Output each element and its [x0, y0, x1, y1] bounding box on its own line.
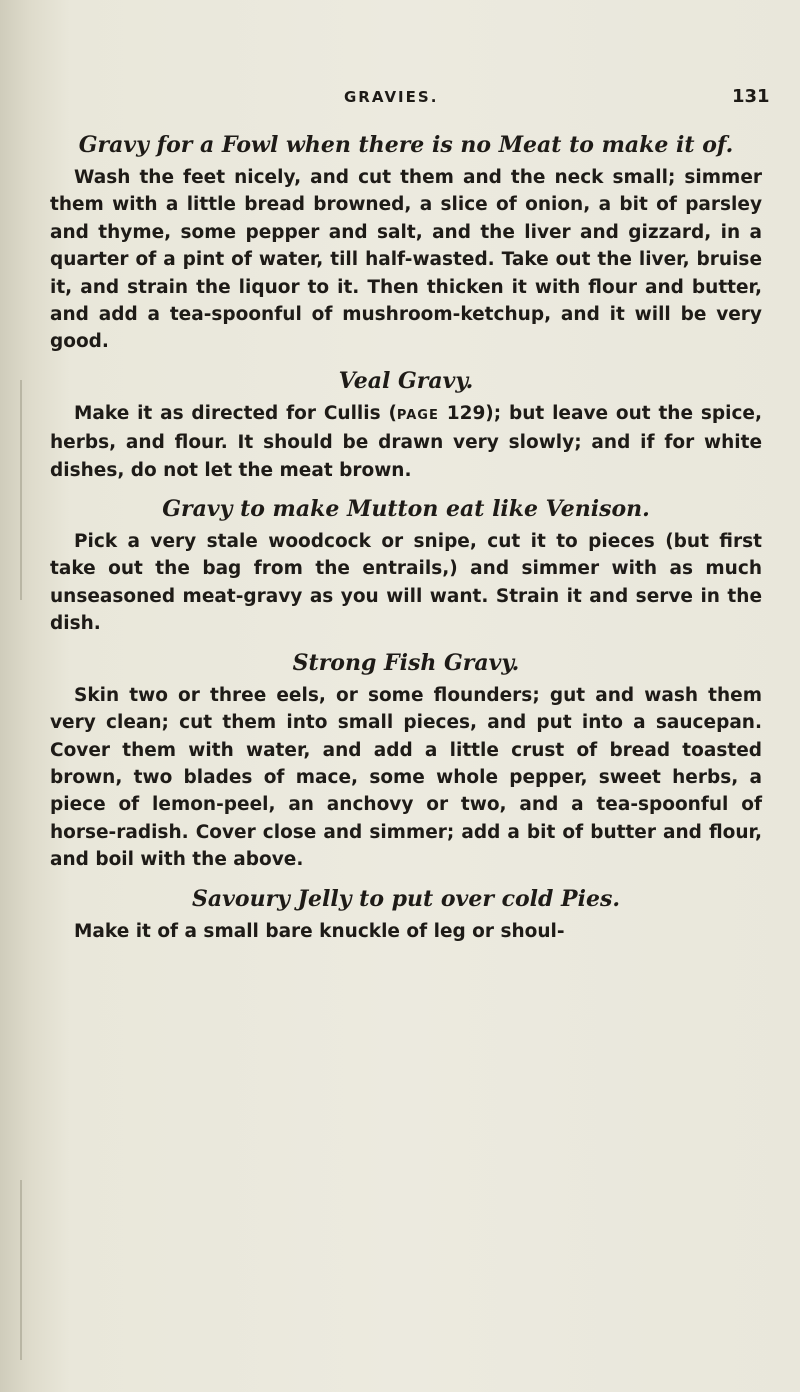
recipe-body: [50, 400, 762, 484]
recipe-title: Gravy to make Mutton eat like Venison.: [162, 496, 650, 523]
page-gutter-shadow: [20, 380, 22, 600]
recipe-body: Pick a very stale woodcock or snipe, cut it to pieces (but first take out the bag from the entrails,) and simmer with as much unseasoned meat-gravy as you will want. Strain it and serve in the dish.: [50, 531, 762, 635]
recipe-title: Gravy for a Fowl when there is no Meat to make it of.: [78, 132, 734, 158]
page-number: 131: [732, 86, 770, 107]
recipe-title: Strong Fish Gravy.: [292, 649, 520, 676]
recipe-body: Make it of a small bare knuckle of leg or shoul-: [74, 920, 565, 942]
recipe-title: Savoury Jelly to put over cold Pies.: [191, 885, 620, 912]
page-reference: PAGE: [396, 407, 439, 423]
recipe-body-text: 129); but leave out the spice, herbs, and flour. It should be drawn very slowly; and if for white dishes, do not let the meat brown.: [50, 402, 762, 481]
recipe-body: Skin two or three eels, or some flounders; gut and wash them very clean; cut them into small pieces, and put into a saucepan. Cover them with water, and add a little crust of bread toasted brown, two blades of mace, some whole pepper, sweet herbs, a piece of lemon-peel, an anchovy or two, and a tea-spoonful of horse-radish. Cover close and simmer; add a bit of butter and flour, and boil with the above.: [50, 684, 762, 871]
recipe-title: Veal Gravy.: [338, 367, 474, 394]
page-content: [50, 130, 762, 945]
recipe-body-text: Make it as directed for Cullis (: [74, 402, 397, 424]
running-head: GRAVIES.: [344, 88, 439, 106]
page-gutter-shadow: [20, 1180, 22, 1360]
page-header: [0, 84, 800, 116]
recipe-body: Wash the feet nicely, and cut them and the neck small; simmer them with a little bread browned, a slice of onion, a bit of parsley and thyme, some pepper and salt, and the liver and gizzard, in a quarter of a pint of water, till half-wasted. Take out the liver, bruise it, and strain the liquor to it. Then thicken it with flour and butter, and add a tea-spoonful of mushroom-ketchup, and it will be very good.: [50, 167, 762, 353]
